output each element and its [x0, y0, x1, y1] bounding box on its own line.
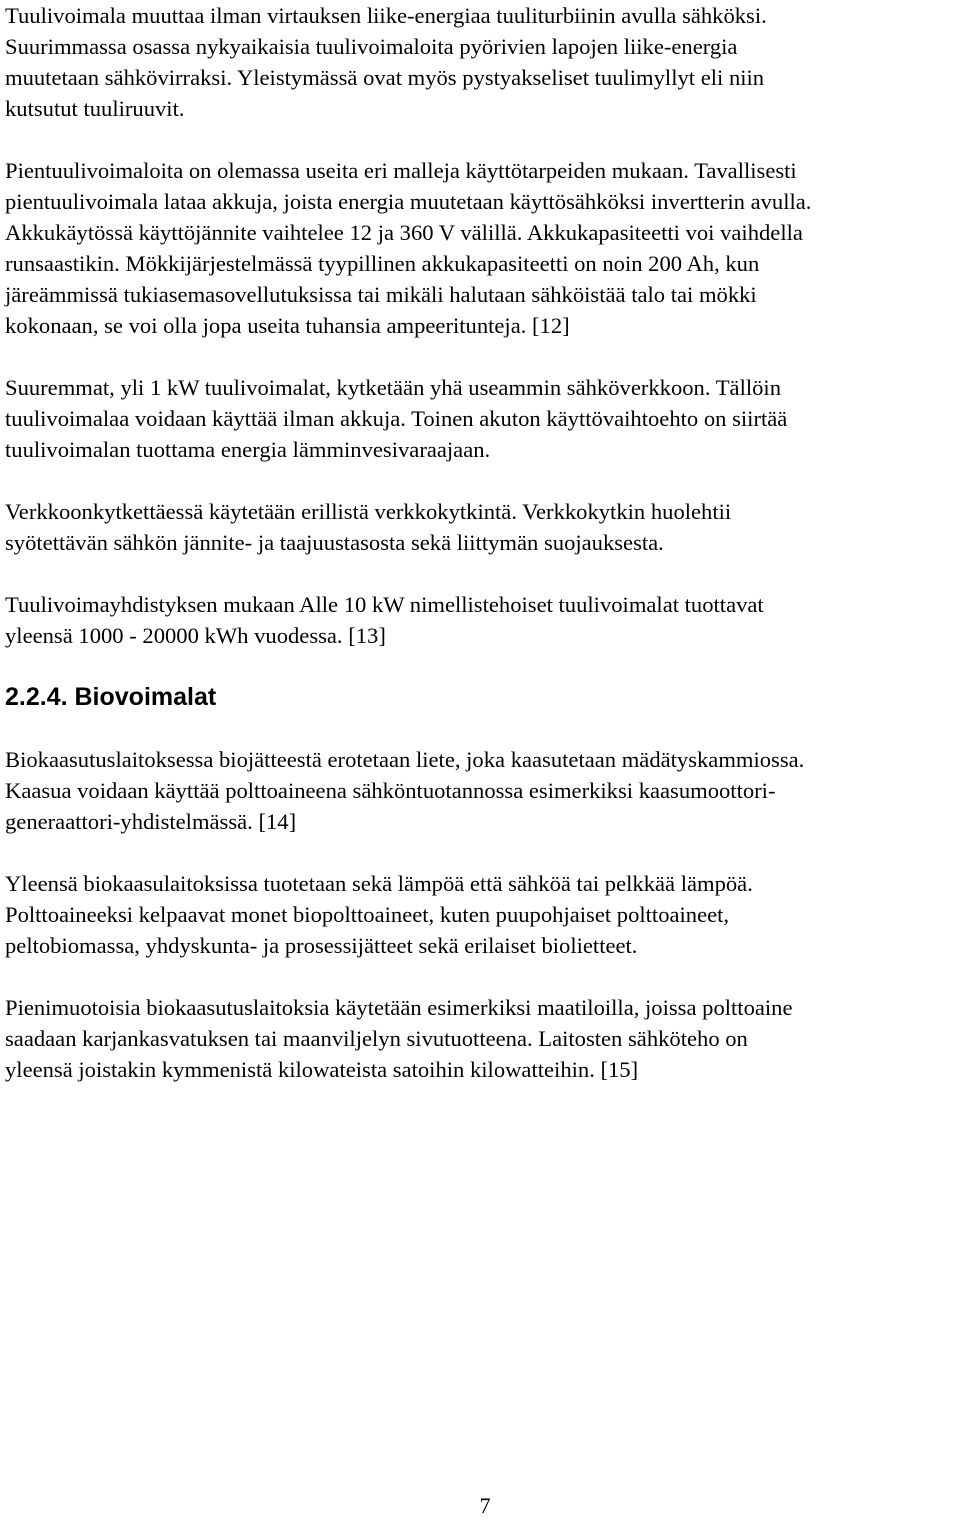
text-line: yleensä 1000 - 20000 kWh vuodessa. [13]	[5, 623, 386, 648]
paragraph-wind-power-intro	[5, 0, 955, 124]
paragraph-spacer	[5, 558, 955, 589]
text-line: peltobiomassa, yhdyskunta- ja prosessijätteet sekä erilaiset biolietteet.	[5, 933, 638, 958]
paragraph-spacer	[5, 713, 955, 744]
paragraph-spacer	[5, 651, 955, 682]
text-line: Verkkoonkytkettäessä käytetään erillistä verkkokytkintä. Verkkokytkin huolehtii	[5, 499, 732, 524]
page-number: 7	[479, 1493, 491, 1518]
text-line: Tuulivoimayhdistyksen mukaan Alle 10 kW nimellistehoiset tuulivoimalat tuottavat	[5, 592, 764, 617]
section-heading: 2.2.4. Biovoimalat	[5, 683, 217, 711]
text-line: Pienimuotoisia biokaasutuslaitoksia käytetään esimerkiksi maatiloilla, joissa polttoaine	[5, 995, 793, 1020]
text-line: runsaastikin. Mökkijärjestelmässä tyypillinen akkukapasiteetti on noin 200 Ah, kun	[5, 251, 760, 276]
text-line: Tuulivoimala muuttaa ilman virtauksen liike-energiaa tuuliturbiinin avulla sähköksi.	[5, 3, 767, 28]
text-line: Pientuulivoimaloita on olemassa useita eri malleja käyttötarpeiden mukaan. Tavallisesti	[5, 158, 797, 183]
paragraph-annual-production	[5, 589, 955, 651]
paragraph-small-wind-power	[5, 155, 955, 341]
text-line: Kaasua voidaan käyttää polttoaineena sähköntuotannossa esimerkiksi kaasumoottori-	[5, 778, 776, 803]
paragraph-biogas-plant	[5, 744, 955, 837]
paragraph-spacer	[5, 961, 955, 992]
text-line: Suuremmat, yli 1 kW tuulivoimalat, kytketään yhä useammin sähköverkkoon. Tällöin	[5, 375, 781, 400]
text-line: generaattori-yhdistelmässä. [14]	[5, 809, 297, 834]
text-line: Biokaasutuslaitoksessa biojätteestä erotetaan liete, joka kaasutetaan mädätyskammiossa.	[5, 747, 805, 772]
text-line: syötettävän sähkön jännite- ja taajuustasosta sekä liittymän suojauksesta.	[5, 530, 664, 555]
text-line: Yleensä biokaasulaitoksissa tuotetaan sekä lämpöä että sähköä tai pelkkää lämpöä.	[5, 871, 753, 896]
text-line: kokonaan, se voi olla jopa useita tuhansia ampeeritunteja. [12]	[5, 313, 570, 338]
text-line: kutsutut tuuliruuvit.	[5, 96, 185, 121]
document-page	[5, 0, 955, 1085]
text-line: Akkukäytössä käyttöjännite vaihtelee 12 ja 360 V välillä. Akkukapasiteetti voi vaihdella	[5, 220, 803, 245]
text-line: tuulivoimalan tuottama energia lämminvesivaraajaan.	[5, 437, 491, 462]
paragraph-spacer	[5, 124, 955, 155]
text-line: saadaan karjankasvatuksen tai maanviljelyn sivutuotteena. Laitosten sähköteho on	[5, 1026, 748, 1051]
paragraph-grid-connection	[5, 372, 955, 465]
paragraph-spacer	[5, 837, 955, 868]
text-line: järeämmissä tukiasemasovellutuksissa tai mikäli halutaan sähköistää talo tai mökki	[5, 282, 757, 307]
text-line: muutetaan sähkövirraksi. Yleistymässä ovat myös pystyakseliset tuulimyllyt eli niin	[5, 65, 765, 90]
paragraph-biogas-fuels	[5, 868, 955, 961]
paragraph-small-biogas	[5, 992, 955, 1085]
text-line: tuulivoimalaa voidaan käyttää ilman akkuja. Toinen akuton käyttövaihtoehto on siirtää	[5, 406, 788, 431]
text-line: pientuulivoimala lataa akkuja, joista energia muutetaan käyttösähköksi invertterin avulla.	[5, 189, 812, 214]
text-line: Suurimmassa osassa nykyaikaisia tuulivoimaloita pyörivien lapojen liike-energia	[5, 34, 738, 59]
paragraph-spacer	[5, 465, 955, 496]
text-line: Polttoaineeksi kelpaavat monet biopolttoaineet, kuten puupohjaiset polttoaineet,	[5, 902, 730, 927]
paragraph-grid-switch	[5, 496, 955, 558]
text-line: yleensä joistakin kymmenistä kilowateista satoihin kilowatteihin. [15]	[5, 1057, 639, 1082]
paragraph-spacer	[5, 341, 955, 372]
